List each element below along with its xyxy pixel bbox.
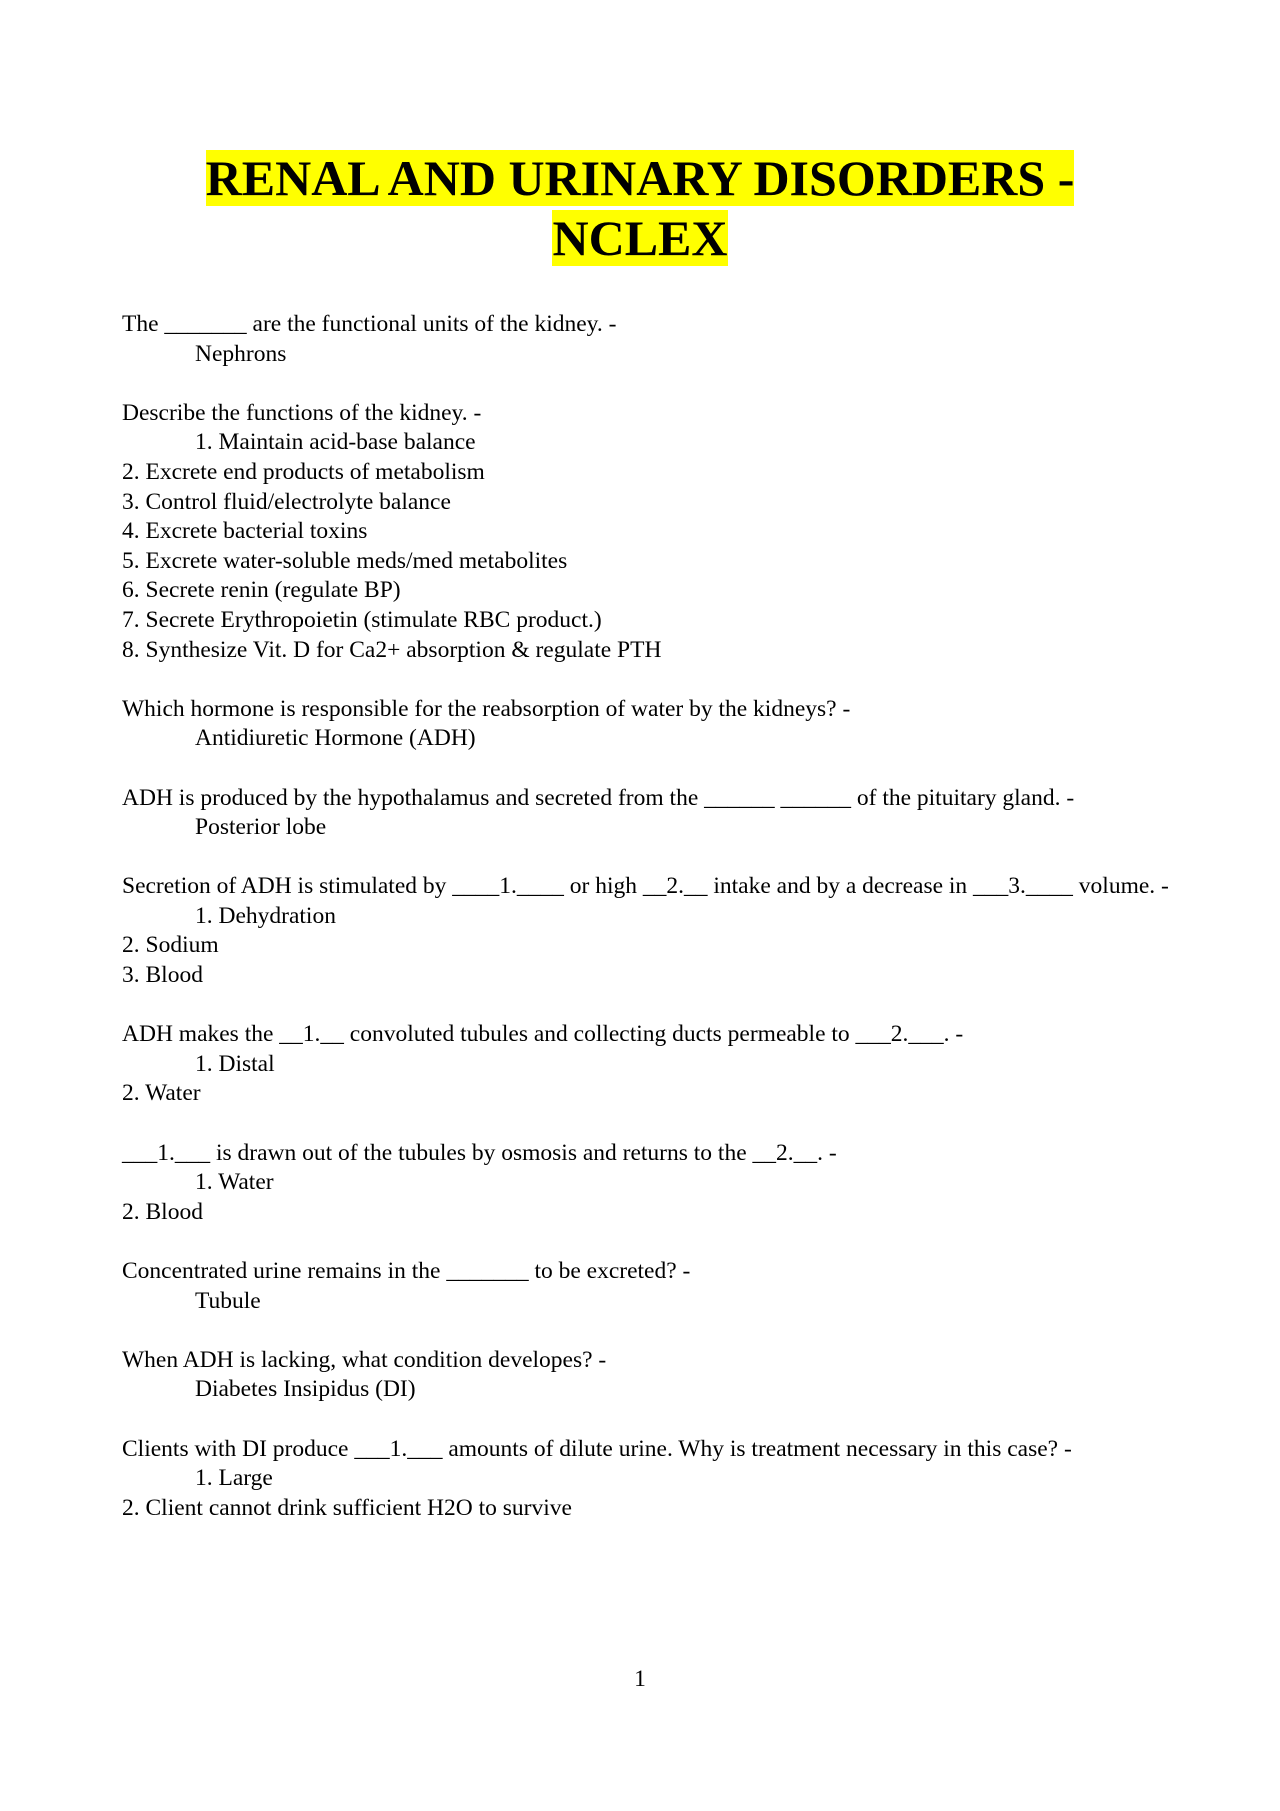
answer-text: 1. Large: [195, 1465, 273, 1492]
answer-text: 1. Dehydration: [195, 902, 336, 929]
answer-text: 1. Distal: [195, 1050, 275, 1077]
answer-line: 2. Sodium: [122, 932, 219, 959]
answer-text: 1. Maintain acid-base balance: [195, 429, 476, 456]
title-line-1: RENAL AND URINARY DISORDERS -: [205, 150, 1075, 206]
answer-line: 2. Blood: [122, 1198, 203, 1225]
answer-line: 2. Excrete end products of metabolism: [122, 458, 485, 485]
question-text: ADH makes the __1.__ convoluted tubules and collecting ducts permeable to ___2.___. -: [122, 1021, 964, 1048]
title-line-2: NCLEX: [552, 210, 728, 266]
qa-item: [122, 399, 1172, 665]
question-text: The _______ are the functional units of the kidney. -: [122, 311, 617, 337]
qa-item: [122, 1435, 1172, 1524]
question-text: ADH is produced by the hypothalamus and secreted from the ______ ______ of the pituitary gland. -: [122, 784, 1075, 811]
question-answer-list: [122, 310, 1172, 1553]
answer-line: 8. Synthesize Vit. D for Ca2+ absorption & regulate PTH: [122, 636, 662, 663]
answer-text: Diabetes Insipidus (DI): [195, 1376, 416, 1403]
qa-item: [122, 784, 1172, 843]
answer-line: 2. Client cannot drink sufficient H2O to survive: [122, 1494, 572, 1521]
answer-line: 2. Water: [122, 1080, 201, 1107]
answer-line: 3. Control fluid/electrolyte balance: [122, 488, 451, 515]
qa-item: [122, 1020, 1172, 1109]
qa-item: [122, 1257, 1172, 1316]
qa-item: [122, 695, 1172, 754]
qa-item: [122, 1346, 1172, 1405]
question-text: Concentrated urine remains in the _______ to be excreted? -: [122, 1258, 691, 1284]
answer-line: 4. Excrete bacterial toxins: [122, 518, 368, 545]
qa-item: [122, 1139, 1172, 1228]
answer-text: 1. Water: [195, 1169, 274, 1196]
answer-line: 5. Excrete water-soluble meds/med metabolites: [122, 547, 568, 574]
page-number: 1: [634, 1666, 646, 1692]
question-text: Describe the functions of the kidney. -: [122, 399, 482, 426]
question-text: When ADH is lacking, what condition developes? -: [122, 1346, 607, 1373]
answer-line: 3. Blood: [122, 962, 203, 989]
question-text: Clients with DI produce ___1.___ amounts of dilute urine. Why is treatment necessary in this case? -: [122, 1435, 1072, 1462]
question-text: Secretion of ADH is stimulated by ____1.____ or high __2.__ intake and by a decrease in ___3.____ volume. -: [122, 873, 1169, 900]
document-title: [0, 148, 1280, 268]
question-text: ___1.___ is drawn out of the tubules by osmosis and returns to the __2.__. -: [122, 1139, 837, 1166]
answer-line: 6. Secrete renin (regulate BP): [122, 577, 401, 604]
qa-item: [122, 872, 1172, 990]
answer-text: Tubule: [195, 1287, 261, 1314]
answer-text: Posterior lobe: [195, 814, 327, 841]
question-text: Which hormone is responsible for the reabsorption of water by the kidneys? -: [122, 695, 851, 722]
answer-text: Nephrons: [195, 340, 287, 367]
answer-text: Antidiuretic Hormone (ADH): [195, 725, 476, 752]
qa-item: [122, 310, 1172, 369]
answer-line: 7. Secrete Erythropoietin (stimulate RBC product.): [122, 606, 602, 633]
